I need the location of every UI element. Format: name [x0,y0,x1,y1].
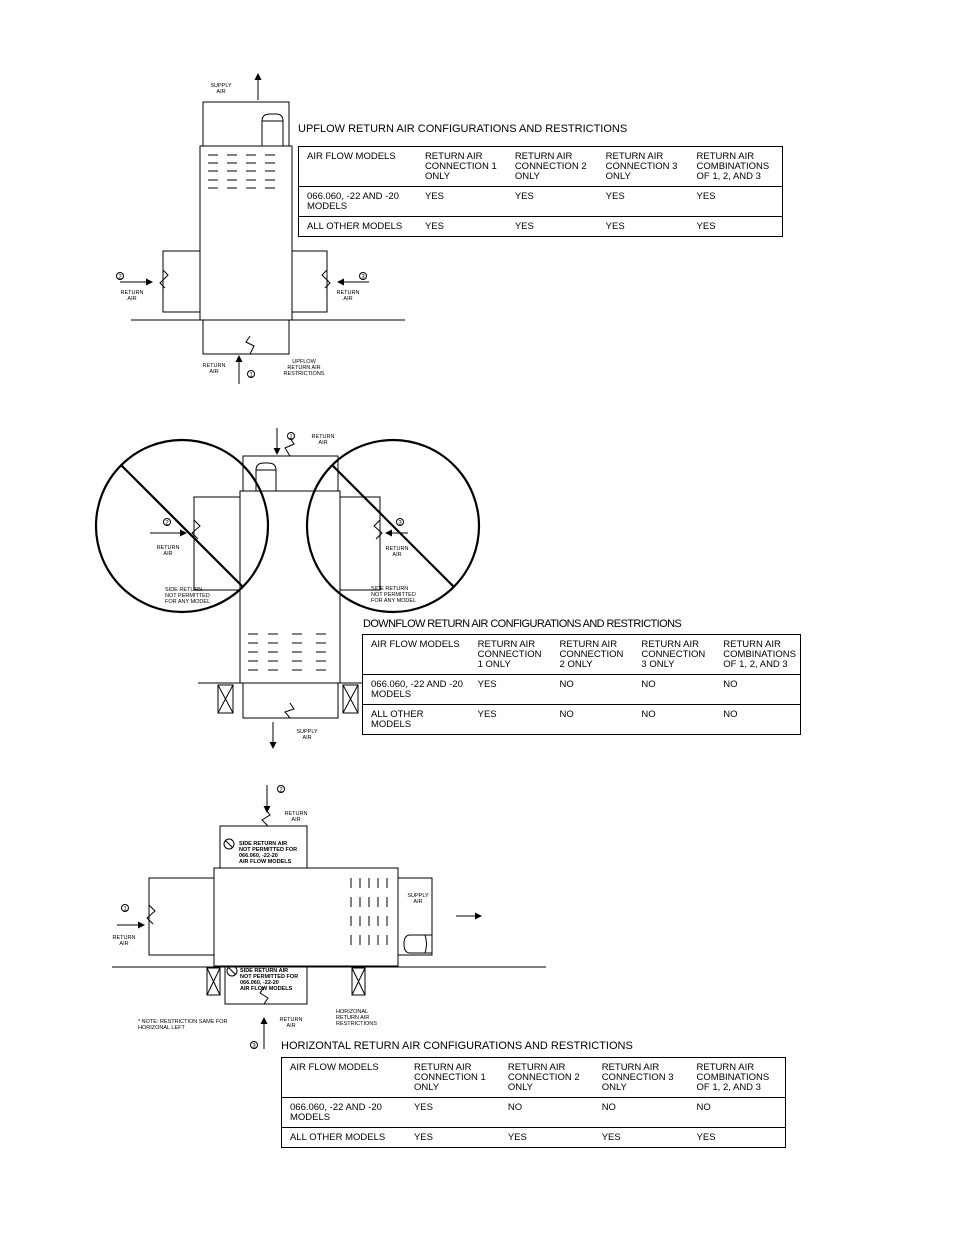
downflow-cell: NO [715,675,800,705]
horizontal-top-note-1: SIDE RETURN AIR [239,841,288,847]
downflow-header-conn3: RETURN AIR CONNECTION 3 ONLY [641,639,706,670]
downflow-left-return-label-2: AIR [163,551,173,557]
upflow-supply-label-2: AIR [216,89,226,95]
upflow-cell: YES [417,187,507,217]
upflow-cell: 066.060, -22 AND -20 MODELS [299,187,417,217]
horizontal-supply-label-1: SUPPLY [407,893,429,899]
horizontal-bottom-return-label-1: RETURN [279,1017,303,1023]
horizontal-cell: NO [689,1098,786,1128]
downflow-num-3: 3 [398,520,402,527]
horizontal-top-return-label-1: RETURN [284,811,308,817]
upflow-caption-2: RETURN AIR [287,365,321,371]
upflow-right-return-label-2: AIR [343,296,353,302]
table-row [363,705,801,735]
downflow-supply-label-1: SUPPLY [296,729,318,735]
downflow-cell: NO [552,705,634,735]
horizontal-supply-label-2: AIR [413,899,423,905]
upflow-header-row [299,147,783,187]
horizontal-cell: YES [689,1128,786,1148]
horizontal-top-return-label-2: AIR [291,817,301,823]
downflow-cell: YES [470,705,552,735]
table-row [299,217,783,237]
upflow-header-conn2: RETURN AIR CONNECTION 2 ONLY [514,151,587,182]
table-row [282,1098,786,1128]
upflow-header-conn1: RETURN AIR CONNECTION 1 ONLY [424,151,497,182]
horizontal-num-2: 2 [279,787,283,794]
horizontal-top-note-2: NOT PERMITTED FOR [239,847,298,853]
table-row [299,187,783,217]
downflow-right-return-label-2: AIR [392,552,402,558]
horizontal-bottom-note-3: 066.060, -22-20 [240,980,279,986]
downflow-supply-label-2: AIR [302,735,312,741]
horizontal-bottom-note-2: NOT PERMITTED FOR [240,974,299,980]
upflow-cell: ALL OTHER MODELS [299,217,417,237]
horizontal-vent-pipe [404,935,432,953]
upflow-caption-1: UPFLOW [292,359,316,365]
upflow-left-return-label-1: RETURN [120,290,144,296]
downflow-header-combo: RETURN AIR COMBINATIONS OF 1, 2, AND 3 [723,639,796,670]
upflow-caption-3: RESTRICTIONS [283,371,325,377]
horizontal-caption-2: RETURN AIR [336,1015,370,1021]
upflow-bottom-return-duct [203,320,289,354]
horizontal-header-conn1: RETURN AIR CONNECTION 1 ONLY [413,1062,486,1093]
downflow-left-side-note-1: SIDE RETURN [165,587,203,593]
horizontal-left-return-duct [149,878,214,955]
downflow-cell: NO [633,705,715,735]
horizontal-header-row [282,1058,786,1098]
horizontal-diagram [112,785,546,1050]
downflow-right-prohibited-slash [332,465,454,587]
upflow-vent-pipe [262,114,283,146]
upflow-supply-label-1: SUPPLY [210,83,232,89]
upflow-num-2: 2 [118,274,122,281]
upflow-left-return-label-2: AIR [127,296,137,302]
downflow-num-2: 2 [165,520,169,527]
horizontal-top-note-3: 066.060, -22-20 [239,853,278,859]
upflow-cell: YES [507,187,598,217]
downflow-right-side-duct [340,497,380,590]
horizontal-header-conn3: RETURN AIR CONNECTION 3 ONLY [601,1062,674,1093]
downflow-cell: NO [715,705,800,735]
upflow-cell: YES [417,217,507,237]
upflow-num-3: 3 [361,274,365,281]
downflow-left-side-note-3: FOR ANY MODEL [165,599,211,605]
upflow-left-return-duct [163,251,200,312]
downflow-right-side-note-3: FOR ANY MODEL [371,598,417,604]
horizontal-header-combo: RETURN AIR COMBINATIONS OF 1, 2, AND 3 [696,1062,770,1093]
upflow-louvers [208,155,275,188]
upflow-bottom-return-label-1: RETURN [202,363,226,369]
horizontal-header-conn2: RETURN AIR CONNECTION 2 ONLY [507,1062,580,1093]
horizontal-louvers [351,878,387,945]
downflow-cell: NO [552,675,634,705]
upflow-right-return-label-1: RETURN [336,290,360,296]
horizontal-cell: YES [406,1128,500,1148]
horizontal-bottom-return-label-2: AIR [286,1023,296,1029]
downflow-top-return-label-2: AIR [318,440,328,446]
downflow-right-return-label-1: RETURN [385,546,409,552]
horizontal-left-return-label-2: AIR [119,941,129,947]
upflow-header-models: AIR FLOW MODELS [307,151,396,162]
downflow-table [362,634,801,735]
horizontal-cell: 066.060, -22 AND -20 MODELS [282,1098,406,1128]
horizontal-top-note-4: AIR FLOW MODELS [239,859,292,865]
horizontal-bottom-note-1: SIDE RETURN AIR [240,968,289,974]
horizontal-furnace-cabinet [214,868,398,966]
upflow-furnace-cabinet [200,146,292,320]
upflow-num-1: 1 [249,372,253,379]
downflow-cell: YES [470,675,552,705]
horizontal-left-return-label-1: RETURN [112,935,136,941]
upflow-right-return-duct [292,251,327,312]
horizontal-cell: YES [500,1128,594,1148]
upflow-cell: YES [689,217,783,237]
horizontal-cell: NO [500,1098,594,1128]
downflow-furnace-cabinet [240,491,340,683]
downflow-header-models: AIR FLOW MODELS [371,639,460,650]
upflow-bottom-return-label-2: AIR [209,369,219,375]
downflow-louvers [248,634,326,670]
downflow-cell: 066.060, -22 AND -20 MODELS [363,675,470,705]
downflow-right-side-note-1: SIDE RETURN [371,586,409,592]
downflow-supply-plenum [243,683,338,718]
downflow-num-1: 1 [289,434,293,441]
horizontal-cell: YES [594,1128,689,1148]
upflow-table [298,146,783,237]
downflow-cell: ALL OTHER MODELS [363,705,470,735]
table-row [282,1128,786,1148]
downflow-left-return-label-1: RETURN [156,545,180,551]
downflow-top-return-label-1: RETURN [311,434,335,440]
downflow-header-row [363,635,801,675]
downflow-right-side-note-2: NOT PERMITTED [371,592,416,598]
upflow-cell: YES [689,187,783,217]
horizontal-num-3: 3 [252,1043,256,1050]
horizontal-cell: YES [406,1098,500,1128]
downflow-header-conn2: RETURN AIR CONNECTION 2 ONLY [559,639,624,670]
horizontal-num-1: 1 [123,906,127,913]
upflow-header-combo: RETURN AIR COMBINATIONS OF 1, 2, AND 3 [696,151,770,182]
upflow-header-conn3: RETURN AIR CONNECTION 3 ONLY [605,151,678,182]
horizontal-footnote-1: * NOTE: RESTRICTION SAME FOR [138,1019,228,1025]
horizontal-title: HORIZONTAL RETURN AIR CONFIGURATIONS AND RESTRICTIONS [281,1040,633,1052]
upflow-cell: YES [598,217,689,237]
downflow-title: DOWNFLOW RETURN AIR CONFIGURATIONS AND RESTRICTIONS [363,618,682,630]
horizontal-cell: NO [594,1098,689,1128]
table-row [363,675,801,705]
downflow-cell: NO [633,675,715,705]
downflow-header-conn1: RETURN AIR CONNECTION 1 ONLY [477,639,542,670]
upflow-cell: YES [507,217,598,237]
upflow-cell: YES [598,187,689,217]
horizontal-cell: ALL OTHER MODELS [282,1128,406,1148]
upflow-supply-plenum [203,102,289,146]
downflow-left-side-note-2: NOT PERMITTED [165,593,210,599]
horizontal-table [281,1057,786,1148]
horizontal-header-models: AIR FLOW MODELS [290,1062,379,1073]
horizontal-bottom-note-4: AIR FLOW MODELS [240,986,293,992]
horizontal-footnote-2: HORIZONAL LEFT [138,1025,185,1031]
horizontal-caption-3: RESTRICTIONS [336,1021,377,1027]
downflow-left-prohibited-slash [121,465,243,587]
upflow-title: UPFLOW RETURN AIR CONFIGURATIONS AND RESTRICTIONS [298,123,628,135]
horizontal-caption-1: HORIZONAL [336,1009,369,1015]
